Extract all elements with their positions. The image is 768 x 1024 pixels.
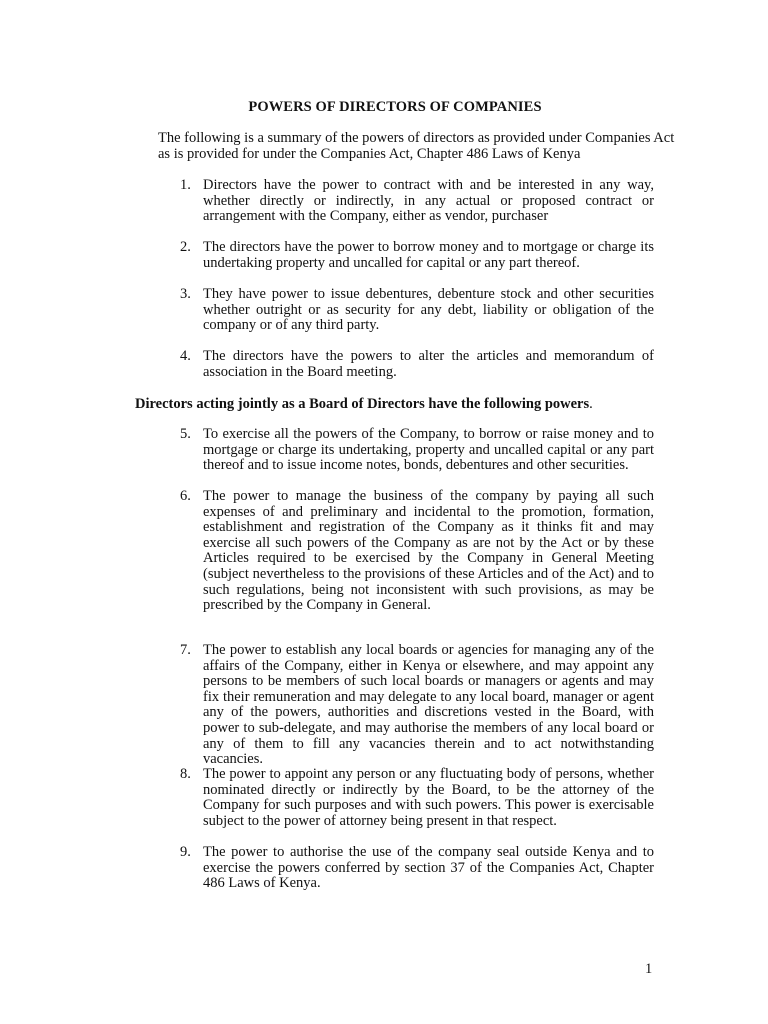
list-item-number: 9.: [180, 844, 191, 860]
list-item-1: [180, 178, 660, 225]
list-item-text: The directors have the powers to alter the articles and memorandum of association in the Board meeting.: [203, 348, 654, 380]
board-powers-heading-tail: .: [589, 396, 593, 412]
list-item-number: 2.: [180, 239, 191, 255]
list-item-6: [180, 489, 660, 614]
board-powers-heading-bold: Directors acting jointly as a Board of Directors have the following powers: [135, 396, 590, 412]
document-title: POWERS OF DIRECTORS OF COMPANIES: [248, 99, 542, 115]
list-item-number: 3.: [180, 286, 191, 302]
list-item-text: To exercise all the powers of the Company, to borrow or raise money and to mortgage or charge its undertaking, property and uncalled capital or any part thereof and to issue income notes, bonds, debentures and other securities.: [203, 426, 654, 474]
list-item-text: The directors have the power to borrow money and to mortgage or charge its undertaking property and uncalled for capital or any part thereof.: [203, 239, 654, 271]
list-item-number: 4.: [180, 348, 191, 364]
list-item-text: Directors have the power to contract with and be interested in any way, whether directly or indirectly, in any actual or proposed contract or arrangement with the Company, either as vendor, purchaser: [203, 177, 654, 225]
list-item-text: The power to establish any local boards or agencies for managing any of the affairs of the Company, either in Kenya or elsewhere, and may appoint any persons to be members of such local boards or managers or agents and may fix their remuneration and may delegate to any local board, manager or agent any of the powers, authorities and discretions vested in the Board, with power to sub-delegate, and may authorise the members of any local board or any of them to fill any vacancies therein and to act notwithstanding vacancies.: [203, 642, 654, 768]
list-item-9: [180, 845, 660, 892]
intro-paragraph: [158, 130, 675, 162]
intro-line-2: as is provided for under the Companies Act, Chapter 486 Laws of Kenya: [158, 145, 581, 162]
list-item-number: 1.: [180, 177, 191, 193]
list-item-number: 8.: [180, 766, 191, 782]
list-item-number: 6.: [180, 488, 191, 504]
list-item-2: [180, 240, 660, 271]
list-item-number: 7.: [180, 642, 191, 658]
list-item-text: They have power to issue debentures, debenture stock and other securities whether outright or as security for any debt, liability or obligation of the company or of any third party.: [203, 286, 654, 334]
page-number: 1: [645, 961, 653, 977]
intro-line-1: The following is a summary of the powers of directors as provided under Companies Act: [158, 130, 675, 146]
list-item-3: [180, 287, 660, 334]
list-item-number: 5.: [180, 426, 191, 442]
list-item-text: The power to appoint any person or any fluctuating body of persons, whether nominated directly or indirectly by the Board, to be the attorney of the Company for such purposes and with such powers. This power is exercisable subject to the power of attorney being present in that respect.: [203, 766, 654, 829]
list-item-5: [180, 427, 660, 474]
list-item-8: [180, 767, 660, 829]
board-powers-heading: [135, 396, 655, 413]
list-item-4: [180, 349, 660, 380]
list-item-text: The power to authorise the use of the company seal outside Kenya and to exercise the powers conferred by section 37 of the Companies Act, Chapter 486 Laws of Kenya.: [203, 844, 654, 892]
list-item-text: The power to manage the business of the company by paying all such expenses of and preliminary and incidental to the promotion, formation, establishment and registration of the Company as it thinks fit and may exercise all such powers of the Company as are not by the Act or by these Articles required to be exercised by the Company in General Meeting (subject nevertheless to the provisions of these Articles and of the Act) and to such regulations, being not inconsistent with such provisions, as may be prescribed by the Company in General.: [203, 488, 654, 614]
list-item-7: [180, 643, 660, 768]
